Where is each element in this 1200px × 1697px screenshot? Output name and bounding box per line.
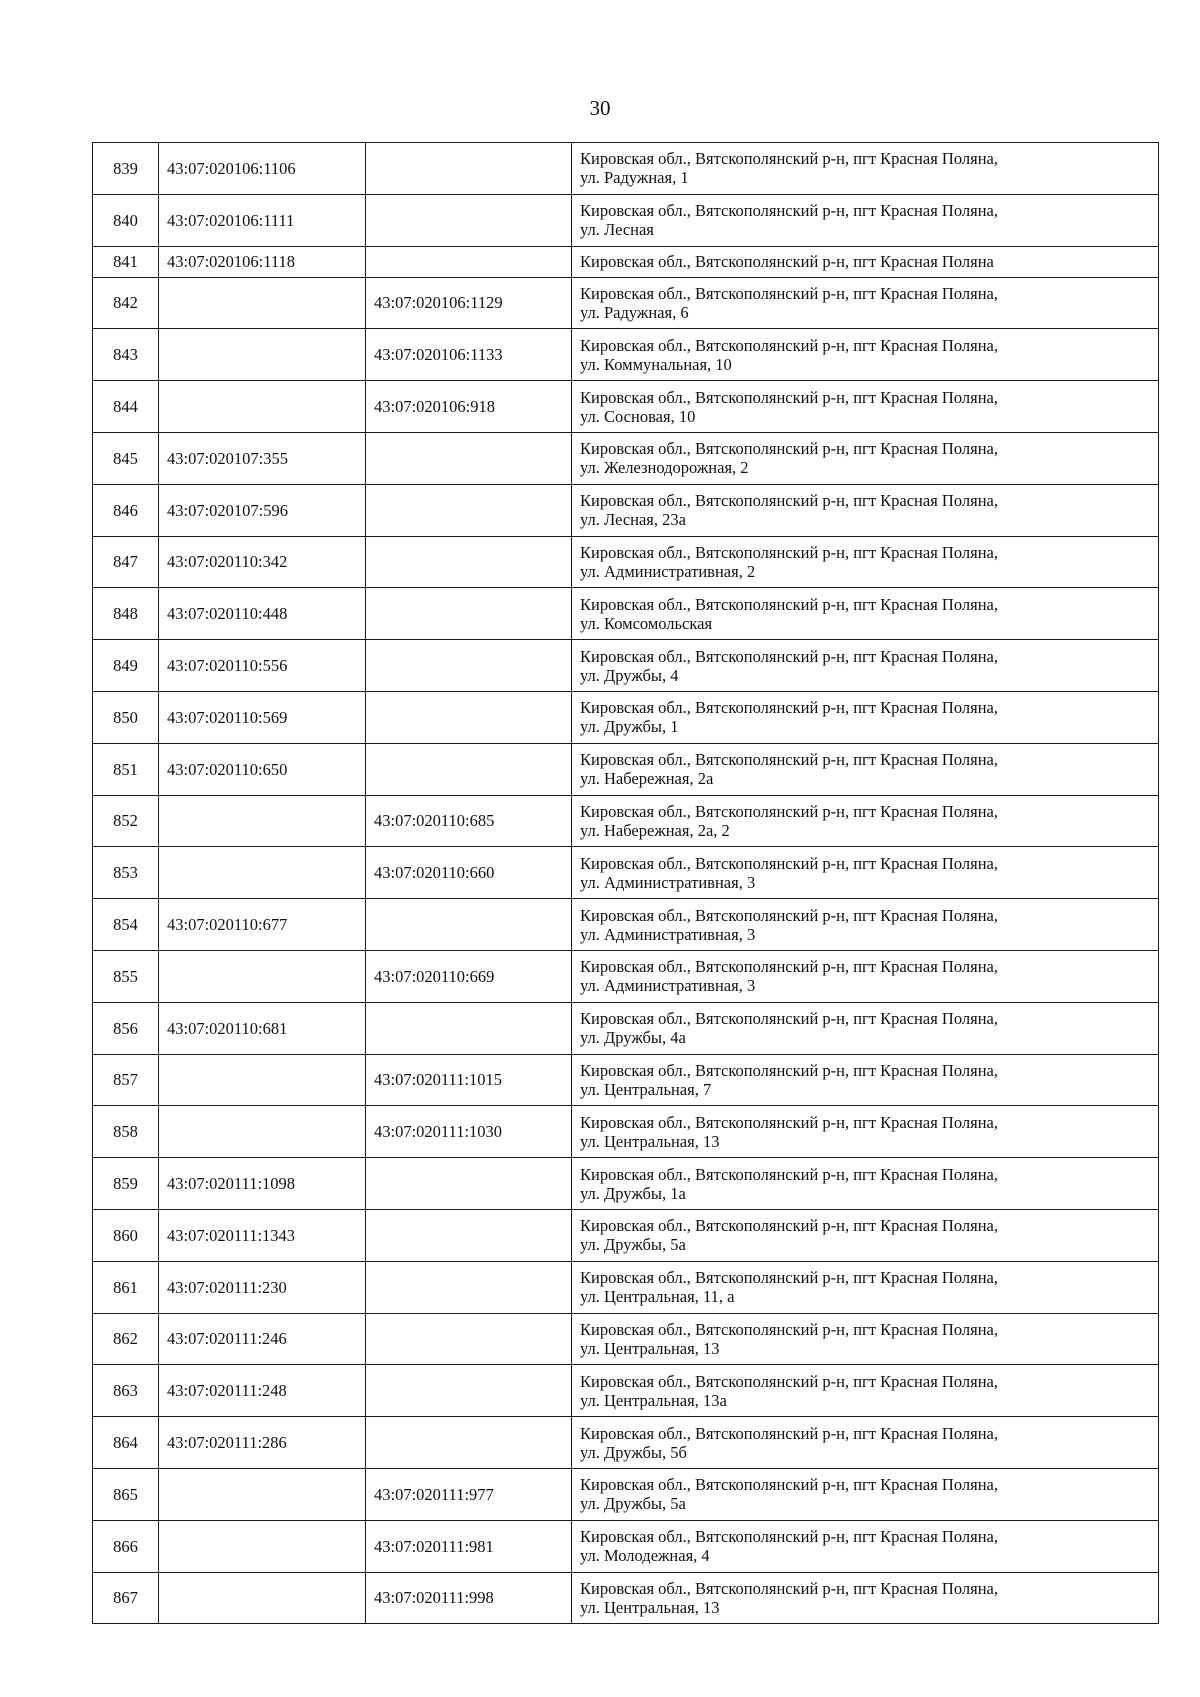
table-row (93, 1158, 1159, 1210)
row-number-cell: 847 (93, 536, 159, 588)
address-cell (572, 432, 1159, 484)
table-row (93, 1106, 1159, 1158)
cadastral-number-cell (159, 795, 366, 847)
row-number-cell: 839 (93, 143, 159, 195)
address-cell (572, 795, 1159, 847)
row-number-cell: 853 (93, 847, 159, 899)
address-line: Кировская обл., Вятскополянский р-н, пгт Красная Поляна, (580, 1112, 998, 1132)
address-line: Кировская обл., Вятскополянский р-н, пгт Красная Поляна, (580, 1423, 998, 1443)
address-cell (572, 640, 1159, 692)
row-number-cell: 844 (93, 381, 159, 433)
cadastral-number-cell (159, 381, 366, 433)
address-line: ул. Набережная, 2а, 2 (580, 820, 730, 840)
table-row (93, 588, 1159, 640)
address-line: ул. Центральная, 13 (580, 1597, 720, 1617)
address-line: ул. Административная, 3 (580, 924, 756, 944)
row-number-cell: 854 (93, 899, 159, 951)
address-line: Кировская обл., Вятскополянский р-н, пгт Красная Поляна, (580, 1060, 998, 1080)
related-cadastral-number-cell (366, 1417, 572, 1469)
related-cadastral-number-cell: 43:07:020110:660 (366, 847, 572, 899)
address-line: ул. Административная, 3 (580, 872, 756, 892)
address-line: Кировская обл., Вятскополянский р-н, пгт Красная Поляна (580, 252, 994, 272)
address-line: ул. Центральная, 13а (580, 1390, 727, 1410)
address-line: ул. Дружбы, 5б (580, 1442, 687, 1462)
address-line: Кировская обл., Вятскополянский р-н, пгт Красная Поляна, (580, 542, 998, 562)
table-row (93, 743, 1159, 795)
table-row (93, 1468, 1159, 1520)
cadastral-number-cell: 43:07:020110:677 (159, 899, 366, 951)
related-cadastral-number-cell (366, 246, 572, 277)
cadastral-number-cell: 43:07:020111:248 (159, 1365, 366, 1417)
related-cadastral-number-cell (366, 640, 572, 692)
related-cadastral-number-cell: 43:07:020111:1030 (366, 1106, 572, 1158)
row-number-cell: 864 (93, 1417, 159, 1469)
cadastral-number-cell: 43:07:020106:1118 (159, 246, 366, 277)
table-row (93, 246, 1159, 277)
table-row (93, 847, 1159, 899)
address-cell (572, 1209, 1159, 1261)
cadastral-number-cell: 43:07:020110:650 (159, 743, 366, 795)
address-cell (572, 277, 1159, 329)
address-line: ул. Центральная, 7 (580, 1079, 712, 1099)
related-cadastral-number-cell (366, 143, 572, 195)
related-cadastral-number-cell (366, 536, 572, 588)
address-line: ул. Дружбы, 4 (580, 665, 679, 685)
address-line: Кировская обл., Вятскополянский р-н, пгт Красная Поляна, (580, 201, 998, 221)
address-cell (572, 194, 1159, 246)
table-row (93, 484, 1159, 536)
related-cadastral-number-cell: 43:07:020106:918 (366, 381, 572, 433)
address-cell (572, 484, 1159, 536)
cadastral-number-cell (159, 1054, 366, 1106)
table-row (93, 536, 1159, 588)
table-row (93, 1261, 1159, 1313)
address-line: ул. Центральная, 11, а (580, 1287, 735, 1307)
related-cadastral-number-cell (366, 1158, 572, 1210)
cadastral-number-cell (159, 950, 366, 1002)
address-line: ул. Молодежная, 4 (580, 1546, 710, 1566)
related-cadastral-number-cell (366, 1313, 572, 1365)
cadastral-number-cell: 43:07:020111:286 (159, 1417, 366, 1469)
table-row (93, 899, 1159, 951)
address-cell (572, 1106, 1159, 1158)
cadastral-number-cell (159, 847, 366, 899)
address-cell (572, 381, 1159, 433)
address-line: Кировская обл., Вятскополянский р-н, пгт Красная Поляна, (580, 149, 998, 169)
table-row (93, 1572, 1159, 1624)
address-cell (572, 950, 1159, 1002)
row-number-cell: 851 (93, 743, 159, 795)
related-cadastral-number-cell (366, 1261, 572, 1313)
cadastral-number-cell: 43:07:020110:342 (159, 536, 366, 588)
address-line: Кировская обл., Вятскополянский р-н, пгт Красная Поляна, (580, 1216, 998, 1236)
address-cell (572, 1002, 1159, 1054)
related-cadastral-number-cell: 43:07:020106:1133 (366, 329, 572, 381)
address-cell (572, 588, 1159, 640)
address-line: Кировская обл., Вятскополянский р-н, пгт Красная Поляна, (580, 905, 998, 925)
address-cell (572, 899, 1159, 951)
related-cadastral-number-cell (366, 484, 572, 536)
address-line: ул. Дружбы, 1а (580, 1183, 686, 1203)
address-cell (572, 743, 1159, 795)
address-cell (572, 1054, 1159, 1106)
cadastral-number-cell: 43:07:020111:230 (159, 1261, 366, 1313)
row-number-cell: 845 (93, 432, 159, 484)
table-row (93, 1209, 1159, 1261)
registry-table-body (93, 143, 1159, 1624)
address-line: Кировская обл., Вятскополянский р-н, пгт Красная Поляна, (580, 387, 998, 407)
table-row (93, 950, 1159, 1002)
address-line: Кировская обл., Вятскополянский р-н, пгт Красная Поляна, (580, 1578, 998, 1598)
row-number-cell: 863 (93, 1365, 159, 1417)
cadastral-number-cell: 43:07:020110:569 (159, 691, 366, 743)
related-cadastral-number-cell: 43:07:020111:1015 (366, 1054, 572, 1106)
address-line: Кировская обл., Вятскополянский р-н, пгт Красная Поляна, (580, 750, 998, 770)
cadastral-number-cell: 43:07:020106:1106 (159, 143, 366, 195)
address-cell (572, 1417, 1159, 1469)
table-row (93, 1365, 1159, 1417)
address-line: ул. Лесная, 23а (580, 510, 686, 530)
row-number-cell: 842 (93, 277, 159, 329)
related-cadastral-number-cell: 43:07:020111:981 (366, 1520, 572, 1572)
address-line: ул. Лесная (580, 220, 654, 240)
address-line: ул. Радужная, 1 (580, 168, 689, 188)
address-line: ул. Административная, 2 (580, 561, 756, 581)
row-number-cell: 860 (93, 1209, 159, 1261)
row-number-cell: 866 (93, 1520, 159, 1572)
address-line: Кировская обл., Вятскополянский р-н, пгт Красная Поляна, (580, 439, 998, 459)
address-cell (572, 1365, 1159, 1417)
table-row (93, 1002, 1159, 1054)
row-number-cell: 852 (93, 795, 159, 847)
address-line: Кировская обл., Вятскополянский р-н, пгт Красная Поляна, (580, 491, 998, 511)
cadastral-number-cell (159, 329, 366, 381)
address-line: Кировская обл., Вятскополянский р-н, пгт Красная Поляна, (580, 957, 998, 977)
cadastral-number-cell: 43:07:020106:1111 (159, 194, 366, 246)
address-line: Кировская обл., Вятскополянский р-н, пгт Красная Поляна, (580, 801, 998, 821)
address-cell (572, 847, 1159, 899)
address-cell (572, 1158, 1159, 1210)
address-line: Кировская обл., Вятскополянский р-н, пгт Красная Поляна, (580, 698, 998, 718)
row-number-cell: 856 (93, 1002, 159, 1054)
related-cadastral-number-cell: 43:07:020111:977 (366, 1468, 572, 1520)
cadastral-number-cell: 43:07:020110:556 (159, 640, 366, 692)
cadastral-number-cell: 43:07:020111:246 (159, 1313, 366, 1365)
related-cadastral-number-cell (366, 432, 572, 484)
cadastral-number-cell (159, 1106, 366, 1158)
cadastral-number-cell (159, 1468, 366, 1520)
cadastral-number-cell: 43:07:020107:355 (159, 432, 366, 484)
table-row (93, 194, 1159, 246)
cadastral-number-cell (159, 277, 366, 329)
row-number-cell: 846 (93, 484, 159, 536)
address-line: Кировская обл., Вятскополянский р-н, пгт Красная Поляна, (580, 1371, 998, 1391)
address-line: ул. Центральная, 13 (580, 1338, 720, 1358)
address-cell (572, 246, 1159, 277)
cadastral-number-cell: 43:07:020107:596 (159, 484, 366, 536)
address-cell (572, 1572, 1159, 1624)
address-line: Кировская обл., Вятскополянский р-н, пгт Красная Поляна, (580, 283, 998, 303)
address-line: Кировская обл., Вятскополянский р-н, пгт Красная Поляна, (580, 594, 998, 614)
cadastral-number-cell: 43:07:020110:681 (159, 1002, 366, 1054)
row-number-cell: 843 (93, 329, 159, 381)
table-row (93, 691, 1159, 743)
address-line: ул. Дружбы, 5а (580, 1494, 686, 1514)
address-line: ул. Центральная, 13 (580, 1131, 720, 1151)
row-number-cell: 840 (93, 194, 159, 246)
row-number-cell: 857 (93, 1054, 159, 1106)
row-number-cell: 865 (93, 1468, 159, 1520)
page-number: 30 (589, 96, 611, 120)
related-cadastral-number-cell: 43:07:020110:685 (366, 795, 572, 847)
table-row (93, 1054, 1159, 1106)
table-row (93, 381, 1159, 433)
address-line: Кировская обл., Вятскополянский р-н, пгт Красная Поляна, (580, 335, 998, 355)
related-cadastral-number-cell (366, 1002, 572, 1054)
related-cadastral-number-cell (366, 691, 572, 743)
row-number-cell: 867 (93, 1572, 159, 1624)
row-number-cell: 861 (93, 1261, 159, 1313)
address-line: ул. Сосновая, 10 (580, 406, 696, 426)
table-row (93, 1417, 1159, 1469)
address-cell (572, 691, 1159, 743)
address-cell (572, 1520, 1159, 1572)
address-line: Кировская обл., Вятскополянский р-н, пгт Красная Поляна, (580, 646, 998, 666)
table-row (93, 1520, 1159, 1572)
row-number-cell: 855 (93, 950, 159, 1002)
table-row (93, 329, 1159, 381)
address-cell (572, 1313, 1159, 1365)
cadastral-number-cell: 43:07:020111:1098 (159, 1158, 366, 1210)
registry-table (92, 142, 1159, 1624)
related-cadastral-number-cell: 43:07:020106:1129 (366, 277, 572, 329)
address-line: Кировская обл., Вятскополянский р-н, пгт Красная Поляна, (580, 1527, 998, 1547)
table-row (93, 640, 1159, 692)
cadastral-number-cell: 43:07:020111:1343 (159, 1209, 366, 1261)
address-line: Кировская обл., Вятскополянский р-н, пгт Красная Поляна, (580, 1009, 998, 1029)
address-cell (572, 536, 1159, 588)
row-number-cell: 862 (93, 1313, 159, 1365)
address-line: Кировская обл., Вятскополянский р-н, пгт Красная Поляна, (580, 1268, 998, 1288)
related-cadastral-number-cell: 43:07:020110:669 (366, 950, 572, 1002)
address-cell (572, 1468, 1159, 1520)
address-line: ул. Дружбы, 5а (580, 1235, 686, 1255)
address-cell (572, 1261, 1159, 1313)
address-line: ул. Набережная, 2а (580, 769, 714, 789)
related-cadastral-number-cell (366, 194, 572, 246)
related-cadastral-number-cell (366, 588, 572, 640)
row-number-cell: 859 (93, 1158, 159, 1210)
address-line: ул. Дружбы, 1 (580, 717, 679, 737)
cadastral-number-cell (159, 1520, 366, 1572)
address-line: ул. Комсомольская (580, 613, 713, 633)
table-row (93, 1313, 1159, 1365)
address-line: ул. Дружбы, 4а (580, 1028, 686, 1048)
address-line: ул. Административная, 3 (580, 976, 756, 996)
cadastral-number-cell (159, 1572, 366, 1624)
related-cadastral-number-cell (366, 1209, 572, 1261)
address-line: Кировская обл., Вятскополянский р-н, пгт Красная Поляна, (580, 1164, 998, 1184)
address-cell (572, 143, 1159, 195)
table-row (93, 795, 1159, 847)
related-cadastral-number-cell: 43:07:020111:998 (366, 1572, 572, 1624)
address-cell (572, 329, 1159, 381)
related-cadastral-number-cell (366, 899, 572, 951)
row-number-cell: 848 (93, 588, 159, 640)
row-number-cell: 849 (93, 640, 159, 692)
address-line: Кировская обл., Вятскополянский р-н, пгт Красная Поляна, (580, 1475, 998, 1495)
table-row (93, 432, 1159, 484)
address-line: ул. Железнодорожная, 2 (580, 458, 749, 478)
table-row (93, 277, 1159, 329)
row-number-cell: 850 (93, 691, 159, 743)
address-line: Кировская обл., Вятскополянский р-н, пгт Красная Поляна, (580, 1319, 998, 1339)
cadastral-number-cell: 43:07:020110:448 (159, 588, 366, 640)
related-cadastral-number-cell (366, 743, 572, 795)
address-line: ул. Радужная, 6 (580, 302, 689, 322)
row-number-cell: 841 (93, 246, 159, 277)
row-number-cell: 858 (93, 1106, 159, 1158)
address-line: Кировская обл., Вятскополянский р-н, пгт Красная Поляна, (580, 853, 998, 873)
related-cadastral-number-cell (366, 1365, 572, 1417)
table-row (93, 143, 1159, 195)
address-line: ул. Коммунальная, 10 (580, 354, 732, 374)
